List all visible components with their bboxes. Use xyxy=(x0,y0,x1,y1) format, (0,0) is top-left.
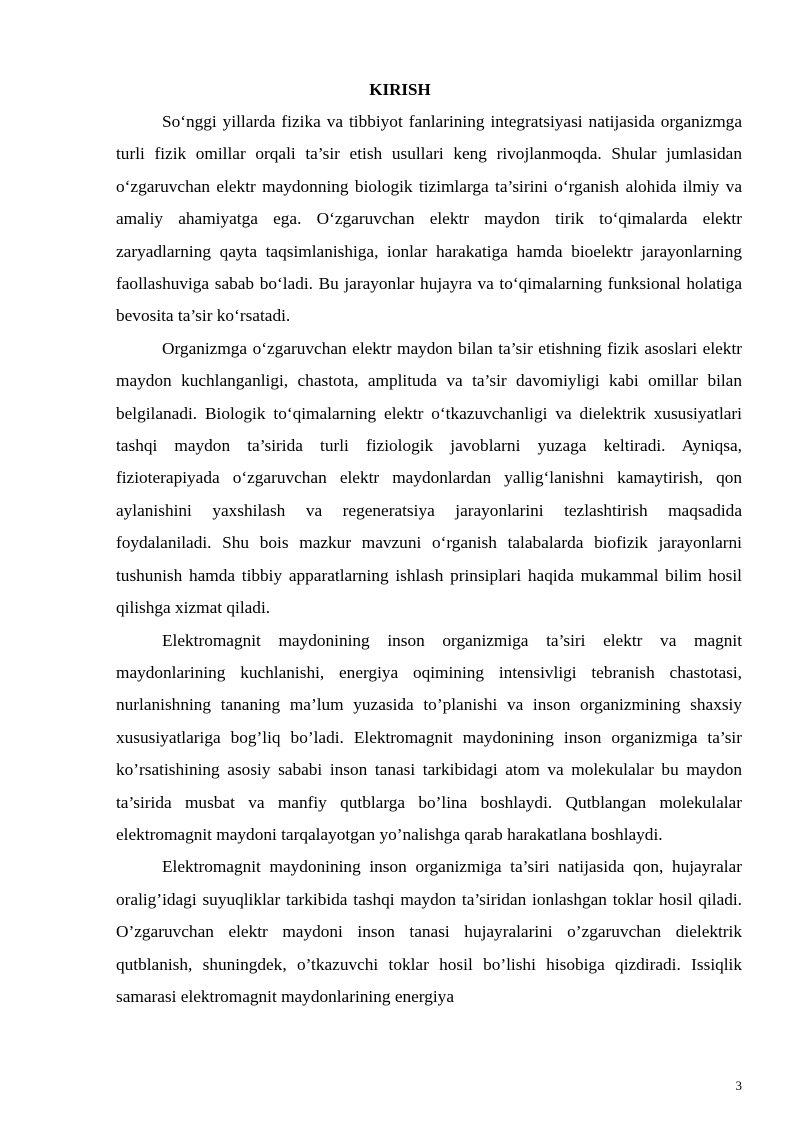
body-text xyxy=(116,106,742,1013)
paragraph-4: Elektromagnit maydonining inson organizmiga ta’siri natijasida qon, hujayralar oralig’idagi suyuqliklar tarkibida tashqi maydon ta’siridan ionlashgan toklar hosil qiladi. O’zgaruvchan elektr maydoni inson tanasi hujayralarini o’zgaruvchan dielektrik qutblanish, shuningdek, o’tkazuvchi toklar hosil bo’lishi hisobiga qizdiradi. Issiqlik samarasi elektromagnit maydonlarining energiya xyxy=(116,857,742,1006)
page-number: 3 xyxy=(735,1078,742,1093)
paragraph-3: Elektromagnit maydonining inson organizmiga ta’siri elektr va magnit maydonlarining kuchlanishi, energiya oqimining intensivligi tebranish chastotasi, nurlanishning tananing ma’lum yuzasida to’planishi va inson organizmining shaxsiy xususiyatlariga bog’liq bo’ladi. Elektromagnit maydonining inson organizmiga ta’sir ko’rsatishining asosiy sababi inson tanasi tarkibidagi atom va molekulalar bu maydon ta’sirida musbat va manfiy qutblarga bo’lina boshlaydi. Qutblangan molekulalar elektromagnit maydoni tarqalayotgan yo’nalishga qarab harakatlana boshlaydi. xyxy=(116,630,742,844)
paragraph-1: So‘nggi yillarda fizika va tibbiyot fanlarining integratsiyasi natijasida organizmga turli fizik omillar orqali ta’sir etish usullari keng rivojlanmoqda. Shular jumlasidan o‘zgaruvchan elektr maydonning biologik tizimlarga ta’sirini o‘rganish alohida ilmiy va amaliy ahamiyatga ega. O‘zgaruvchan elektr maydon tirik to‘qimalarda elektr zaryadlarning qayta taqsimlanishiga, ionlar harakatiga hamda bioelektr jarayonlarning faollashuviga sabab bo‘ladi. Bu jarayonlar hujayra va to‘qimalarning funksional holatiga bevosita ta’sir ko‘rsatadi. xyxy=(116,112,742,326)
section-title: KIRISH xyxy=(369,80,431,99)
paragraph-2: Organizmga o‘zgaruvchan elektr maydon bilan ta’sir etishning fizik asoslari elektr maydon kuchlanganligi, chastota, amplituda va ta’sir davomiyligi kabi omillar bilan belgilanadi. Biologik to‘qimalarning elektr o‘tkazuvchanligi va dielektrik xususiyatlari tashqi maydon ta’sirida turli fiziologik javoblarni yuzaga keltiradi. Ayniqsa, fizioterapiyada o‘zgaruvchan elektr maydonlardan yallig‘lanishni kamaytirish, qon aylanishini yaxshilash va regeneratsiya jarayonlarini tezlashtirish maqsadida foydalaniladi. Shu bois mazkur mavzuni o‘rganish talabalarda biofizik jarayonlarni tushunish hamda tibbiy apparatlarning ishlash prinsiplari haqida mukammal bilim hosil qilishga xizmat qiladi. xyxy=(116,338,742,618)
